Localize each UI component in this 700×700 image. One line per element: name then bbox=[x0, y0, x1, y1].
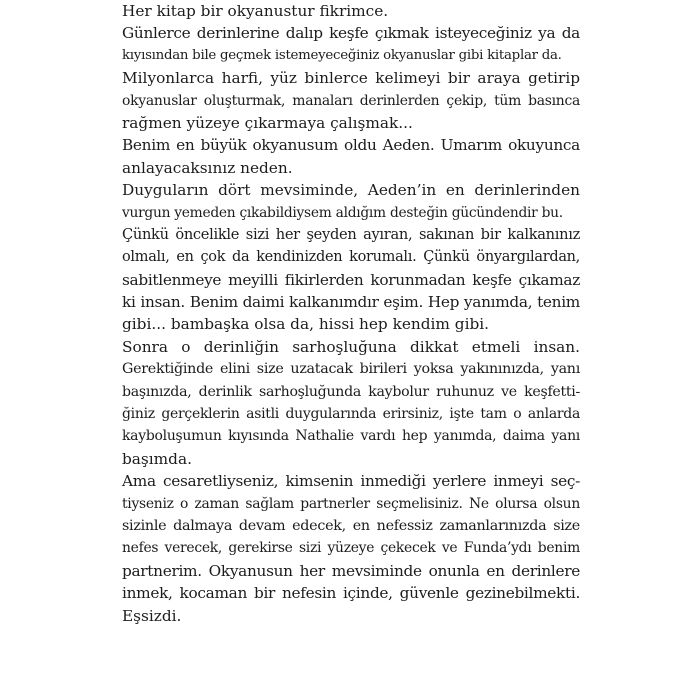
text-line: Milyonlarca harfi, yüz binlerce kelimeyi bir araya getirip bbox=[122, 69, 580, 88]
text-line: tiyseniz o zaman sağlam partnerler seçmelisiniz. Ne olursa olsun bbox=[122, 495, 580, 512]
text-line: rağmen yüzeye çıkarmaya çalışmak... bbox=[122, 113, 413, 132]
text-line: okyanuslar oluşturmak, manaları derinlerden çekip, tüm basınca bbox=[122, 92, 580, 109]
text-line: sabitlenmeye meyilli fikirlerden korunmadan keşfe çıkamaz bbox=[122, 270, 580, 289]
text-line: Duyguların dört mevsiminde, Aeden’in en derinlerinden bbox=[122, 181, 580, 200]
text-line: kıyısından bile geçmek istemeyeceğiniz okyanuslar gibi kitaplar da. bbox=[122, 47, 562, 63]
text-line: Gerektiğinde elini size uzatacak birileri yoksa yakınınızda, yanı bbox=[122, 361, 580, 378]
text-line: başımda. bbox=[122, 449, 192, 468]
text-line: Çünkü öncelikle sizi her şeyden ayıran, sakınan bir kalkanınız bbox=[122, 225, 580, 243]
text-line: Günlerce derinlerine dalıp keşfe çıkmak isteyeceğiniz ya da bbox=[122, 24, 580, 43]
text-line: Her kitap bir okyanustur fikrimce. bbox=[122, 2, 389, 20]
text-line: anlayacaksınız neden. bbox=[122, 158, 293, 177]
text-line: başınızda, derinlik sarhoşluğunda kaybolur ruhunuz ve keşfetti- bbox=[122, 383, 580, 400]
text-line: ki insan. Benim daimi kalkanımdır eşim. Hep yanımda, tenim bbox=[122, 293, 580, 312]
text-line: Benim en büyük okyanusum oldu Aeden. Umarım okuyunca bbox=[122, 136, 580, 155]
text-line: gibi... bambaşka olsa da, hissi hep kendim gibi. bbox=[122, 315, 490, 334]
text-line: Ama cesaretliyseniz, kimsenin inmediği yerlere inmeyi seç- bbox=[122, 472, 580, 491]
text-line: olmalı, en çok da kendinizden korumalı. Çünkü önyargılardan, bbox=[122, 249, 580, 266]
text-line: Sonra o derinliğin sarhoşluğuna dikkat etmeli insan. bbox=[122, 337, 580, 356]
text-line: sizinle dalmaya devam edecek, en nefessiz zamanlarınızda size bbox=[122, 517, 580, 534]
text-line: Eşsizdi. bbox=[122, 606, 182, 625]
text-line: vurgun yemeden çıkabildiysem aldığım desteğin gücündendir bu. bbox=[122, 204, 563, 221]
text-line: kayboluşumun kıyısında Nathalie vardı hep yanımda, daima yanı bbox=[122, 428, 580, 445]
text-line: ğiniz gerçeklerin asitli duygularında erirsiniz, işte tam o anlarda bbox=[122, 406, 580, 423]
text-line: nefes verecek, gerekirse sizi yüzeye çekecek ve Funda’ydı benim bbox=[122, 540, 580, 557]
text-line: partnerim. Okyanusun her mevsiminde onunla en derinlere bbox=[122, 561, 580, 580]
text-line: inmek, kocaman bir nefesin içinde, güvenle gezinebilmekti. bbox=[122, 584, 580, 603]
page-text bbox=[122, 0, 580, 627]
